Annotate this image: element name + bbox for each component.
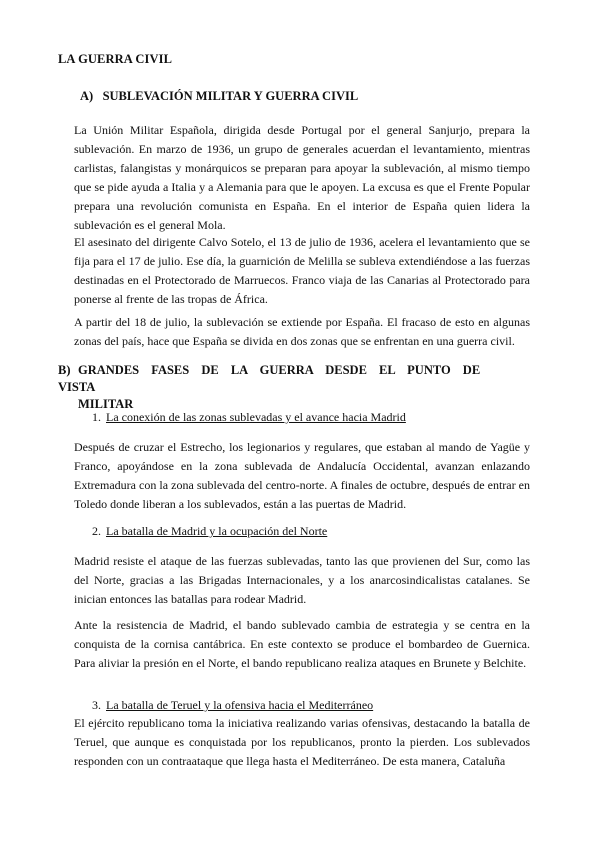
subsection-number: 2.: [92, 524, 101, 538]
subsection-number: 1.: [92, 410, 101, 424]
paragraph: Ante la resistencia de Madrid, el bando sublevado cambia de estrategia y se centra en la conquista de la cornisa cantábrica. En este contexto se produce el bombardeo de Guernica. Para aliviar la presión en el Norte, el bando republicano realiza ataques en Brunete y Belchite.: [74, 618, 530, 670]
document-title: LA GUERRA CIVIL: [58, 52, 173, 66]
paragraph: La Unión Militar Española, dirigida desde Portugal por el general Sanjurjo, prepara la sublevación. En marzo de 1936, un grupo de generales acuerdan el levantamiento, mientras carlistas, falangistas y monárquicos se preparan para apoyar la sublevación, al mismo tiempo que se pide ayuda a Italia y a Alemania para que le apoyen. La excusa es que el Frente Popular prepara una revolución comunista en España. En el interior de España quien lidera la sublevación es el general Mola.: [74, 123, 530, 232]
paragraph: Después de cruzar el Estrecho, los legionarios y regulares, que estaban al mando de Yagüe y Franco, apoyándose en la zona sublevada de Andalucía Occidental, avanzan enlazando Extremadura con la zona sublevada del centro-norte. A finales de octubre, después de entrar en Toledo donde liberan a los sublevados, están a las puertas de Madrid.: [74, 440, 530, 511]
subsection-heading: [92, 524, 327, 539]
section-b-title-line1: GRANDES FASES DE LA GUERRA DESDE EL PUNTO DE VISTA: [58, 363, 481, 394]
paragraph: Madrid resiste el ataque de las fuerzas sublevadas, tanto las que provienen del Sur, como las del Norte, gracias a las Brigadas Internacionales, y a los anarcosindicalistas catalanes. Se inician entonces las batallas para rodear Madrid.: [74, 554, 530, 606]
subsection-title: La batalla de Madrid y la ocupación del Norte: [106, 524, 328, 538]
section-a-title: SUBLEVACIÓN MILITAR Y GUERRA CIVIL: [102, 89, 359, 103]
section-b-title-line2: MILITAR: [78, 397, 134, 411]
paragraph: El ejército republicano toma la iniciativa realizando varias ofensivas, destacando la batalla de Teruel, que aunque es conquistada por los republicanos, pronto la pierden. Los sublevados responden con un contraataque que llega hasta el Mediterráneo. De esta manera, Cataluña: [74, 716, 530, 768]
subsection-heading: [92, 410, 406, 425]
section-b-label: B): [58, 363, 71, 377]
subsection-title: La conexión de las zonas sublevadas y el avance hacia Madrid: [106, 410, 406, 424]
section-b-heading: [58, 362, 498, 413]
paragraph: A partir del 18 de julio, la sublevación se extiende por España. El fracaso de esto en algunas zonas del país, hace que España se divida en dos zonas que se enfrentan en una guerra civil.: [74, 315, 530, 348]
paragraph: El asesinato del dirigente Calvo Sotelo, el 13 de julio de 1936, acelera el levantamiento que se fija para el 17 de julio. Ese día, la guarnición de Melilla se subleva extendiéndose a las fuerzas destinadas en el Protectorado de Marruecos. Franco viaja de las Canarias al Protectorado para ponerse al frente de las tropas de África.: [74, 235, 530, 306]
section-a-heading: [80, 89, 358, 104]
subsection-heading: [92, 698, 373, 713]
section-a-label: A): [80, 89, 94, 103]
subsection-title: La batalla de Teruel y la ofensiva hacia el Mediterráneo: [106, 698, 374, 712]
subsection-number: 3.: [92, 698, 101, 712]
